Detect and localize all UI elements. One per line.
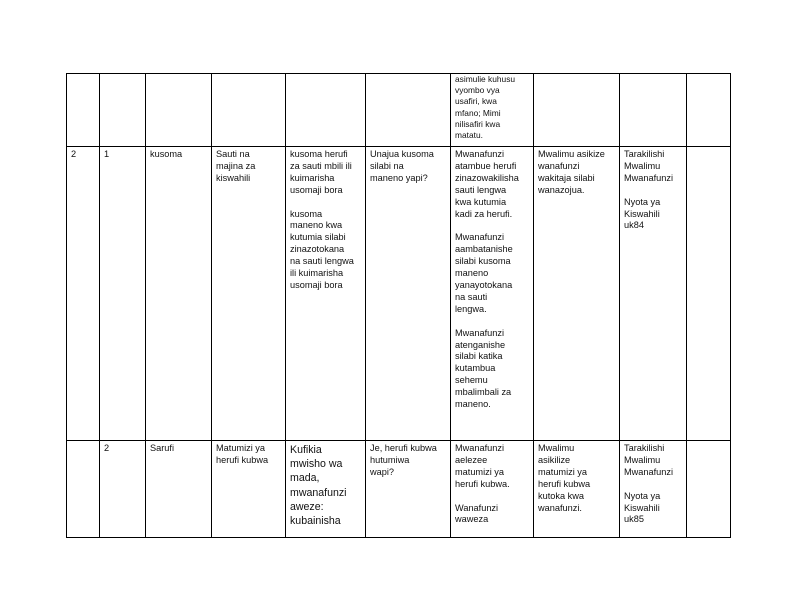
objectives-cell: Kufikia mwisho wa mada, mwanafunzi aweze: kubainisha bbox=[286, 441, 366, 538]
substrand-cell: Matumizi ya herufi kubwa bbox=[212, 441, 286, 538]
activities-cell: Mwanafunzi atambue herufi zinazowakilisha sauti lengwa kwa kutumia kadi za herufi. Mwanafunzi aambatanishe silabi kusoma maneno yanayotokana na sauti lengwa. Mwanafunzi atenganishe silabi katika kutambua sehemu mbalimbali za maneno. bbox=[451, 147, 534, 441]
assessment-cell: Mwalimu asikilize matumizi ya herufi kubwa kutoka kwa wanafunzi. bbox=[534, 441, 620, 538]
question-cell: Je, herufi kubwa hutumiwa wapi? bbox=[366, 441, 451, 538]
week-cell bbox=[67, 74, 100, 147]
lesson-cell bbox=[100, 74, 146, 147]
objectives-cell bbox=[286, 74, 366, 147]
strand-cell: Sarufi bbox=[146, 441, 212, 538]
substrand-cell bbox=[212, 74, 286, 147]
resources-cell: Tarakilishi Mwalimu Mwanafunzi Nyota ya Kiswahili uk84 bbox=[620, 147, 687, 441]
substrand-cell: Sauti na majina za kiswahili bbox=[212, 147, 286, 441]
resources-cell: Tarakilishi Mwalimu Mwanafunzi Nyota ya Kiswahili uk85 bbox=[620, 441, 687, 538]
scheme-of-work-table bbox=[66, 73, 731, 538]
remarks-cell bbox=[687, 147, 731, 441]
remarks-cell bbox=[687, 74, 731, 147]
lesson-cell: 2 bbox=[100, 441, 146, 538]
remarks-cell bbox=[687, 441, 731, 538]
strand-cell: kusoma bbox=[146, 147, 212, 441]
table-row bbox=[67, 147, 731, 441]
assessment-cell: Mwalimu asikize wanafunzi wakitaja silabi wanazojua. bbox=[534, 147, 620, 441]
week-cell bbox=[67, 441, 100, 538]
activities-cell: asimulie kuhusu vyombo vya usafiri, kwa mfano; Mimi nilisafiri kwa matatu. bbox=[451, 74, 534, 147]
question-cell: Unajua kusoma silabi na maneno yapi? bbox=[366, 147, 451, 441]
lesson-cell: 1 bbox=[100, 147, 146, 441]
table-row bbox=[67, 74, 731, 147]
objectives-cell: kusoma herufi za sauti mbili ili kuimarisha usomaji bora kusoma maneno kwa kutumia silabi zinazotokana na sauti lengwa ili kuimarisha usomaji bora bbox=[286, 147, 366, 441]
week-cell: 2 bbox=[67, 147, 100, 441]
assessment-cell bbox=[534, 74, 620, 147]
table-row bbox=[67, 441, 731, 538]
strand-cell bbox=[146, 74, 212, 147]
activities-cell: Mwanafunzi aelezee matumizi ya herufi kubwa. Wanafunzi waweza bbox=[451, 441, 534, 538]
resources-cell bbox=[620, 74, 687, 147]
question-cell bbox=[366, 74, 451, 147]
